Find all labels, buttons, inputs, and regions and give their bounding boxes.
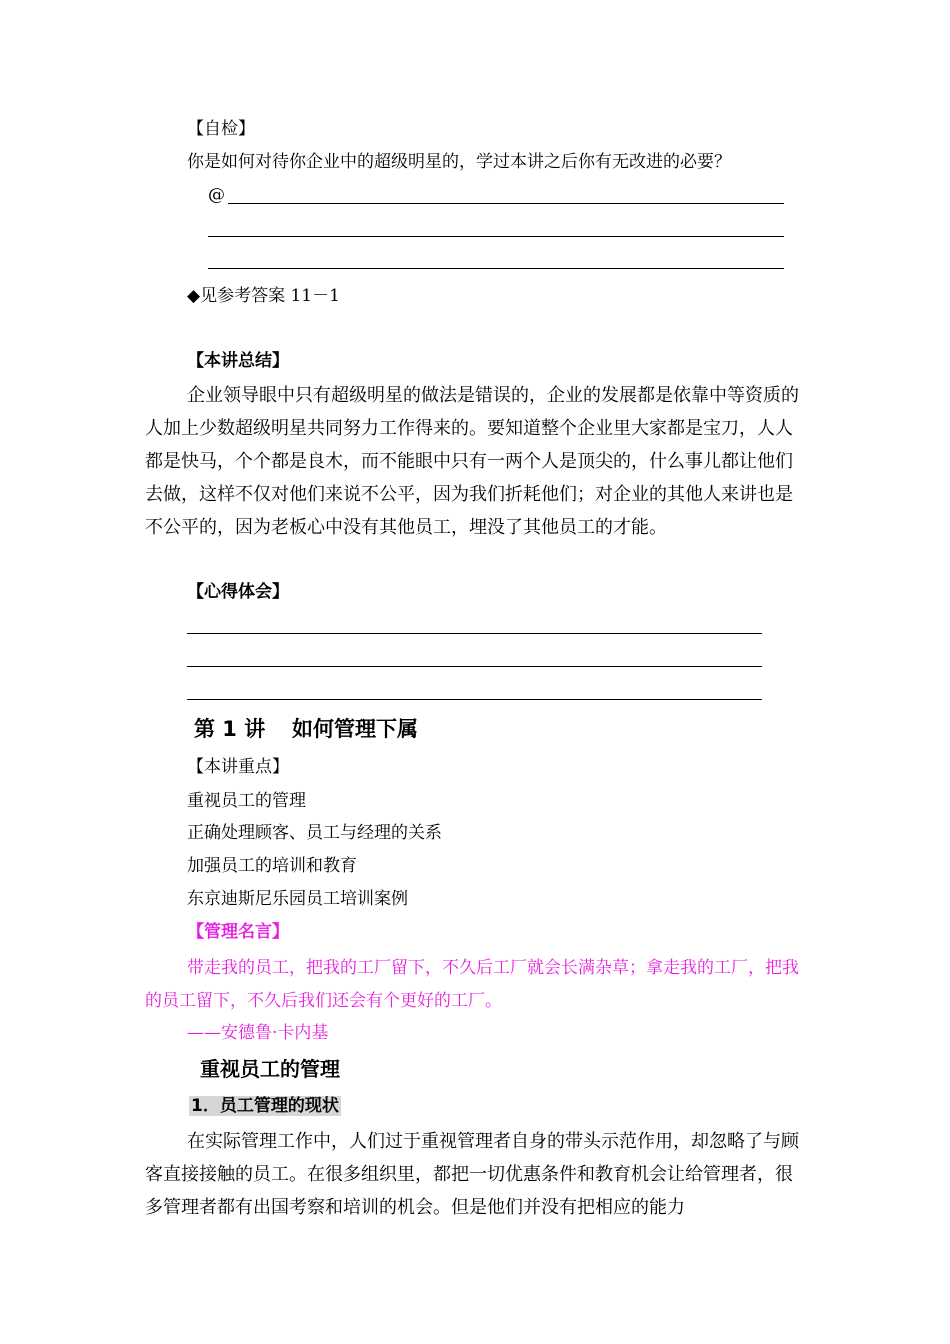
answer-line-3 (208, 268, 784, 269)
self-check-heading: 【自检】 (187, 119, 255, 139)
reflection-line-3 (187, 699, 762, 700)
reflection-line-1 (187, 633, 762, 634)
summary-heading: 【本讲总结】 (187, 351, 289, 371)
answer-line-1 (228, 203, 784, 204)
subsection-title-text: 1．员工管理的现状 (191, 1096, 339, 1116)
answer-at-mark: @ (208, 185, 225, 205)
quote-text: 带走我的员工，把我的工厂留下，不久后工厂就会长满杂草；拿走我的工厂，把我的员工留下，不久后我们还会有个更好的工厂。 (145, 958, 799, 1011)
answer-reference: ◆见参考答案 11－1 (187, 286, 340, 306)
subsection-title (189, 1094, 341, 1118)
reflection-line-2 (187, 666, 762, 667)
answer-line-2 (208, 236, 784, 237)
lecture-number: 第 1 讲 (194, 717, 266, 741)
key-point-2: 正确处理顾客、员工与经理的关系 (187, 823, 442, 843)
key-point-4: 东京迪斯尼乐园员工培训案例 (187, 889, 408, 909)
section-title: 重视员工的管理 (200, 1057, 340, 1081)
key-point-3: 加强员工的培训和教育 (187, 856, 357, 876)
quote-heading: 【管理名言】 (187, 922, 289, 942)
self-check-question: 你是如何对待你企业中的超级明星的，学过本讲之后你有无改进的必要？ (187, 152, 731, 172)
quote-author: ——安德鲁·卡内基 (187, 1023, 329, 1043)
key-points-heading: 【本讲重点】 (187, 757, 289, 777)
summary-body: 企业领导眼中只有超级明星的做法是错误的，企业的发展都是依靠中等资质的人加上少数超级明星共同努力工作得来的。要知道整个企业里大家都是宝刀，人人都是快马，个个都是良木，而不能眼中只有一两个人是顶尖的，什么事儿都让他们去做，这样不仅对他们来说不公平，因为我们折耗他们；对企业的其他人来讲也是不公平的，因为老板心中没有其他员工，埋没了其他员工的才能。 (145, 385, 799, 538)
reflection-heading: 【心得体会】 (187, 582, 289, 602)
lecture-title: 如何管理下属 (292, 717, 418, 741)
section-body: 在实际管理工作中，人们过于重视管理者自身的带头示范作用，却忽略了与顾客直接接触的员工。在很多组织里，都把一切优惠条件和教育机会让给管理者，很多管理者都有出国考察和培训的机会。但是他们并没有把相应的能力 (145, 1131, 799, 1218)
key-point-1: 重视员工的管理 (187, 791, 306, 811)
